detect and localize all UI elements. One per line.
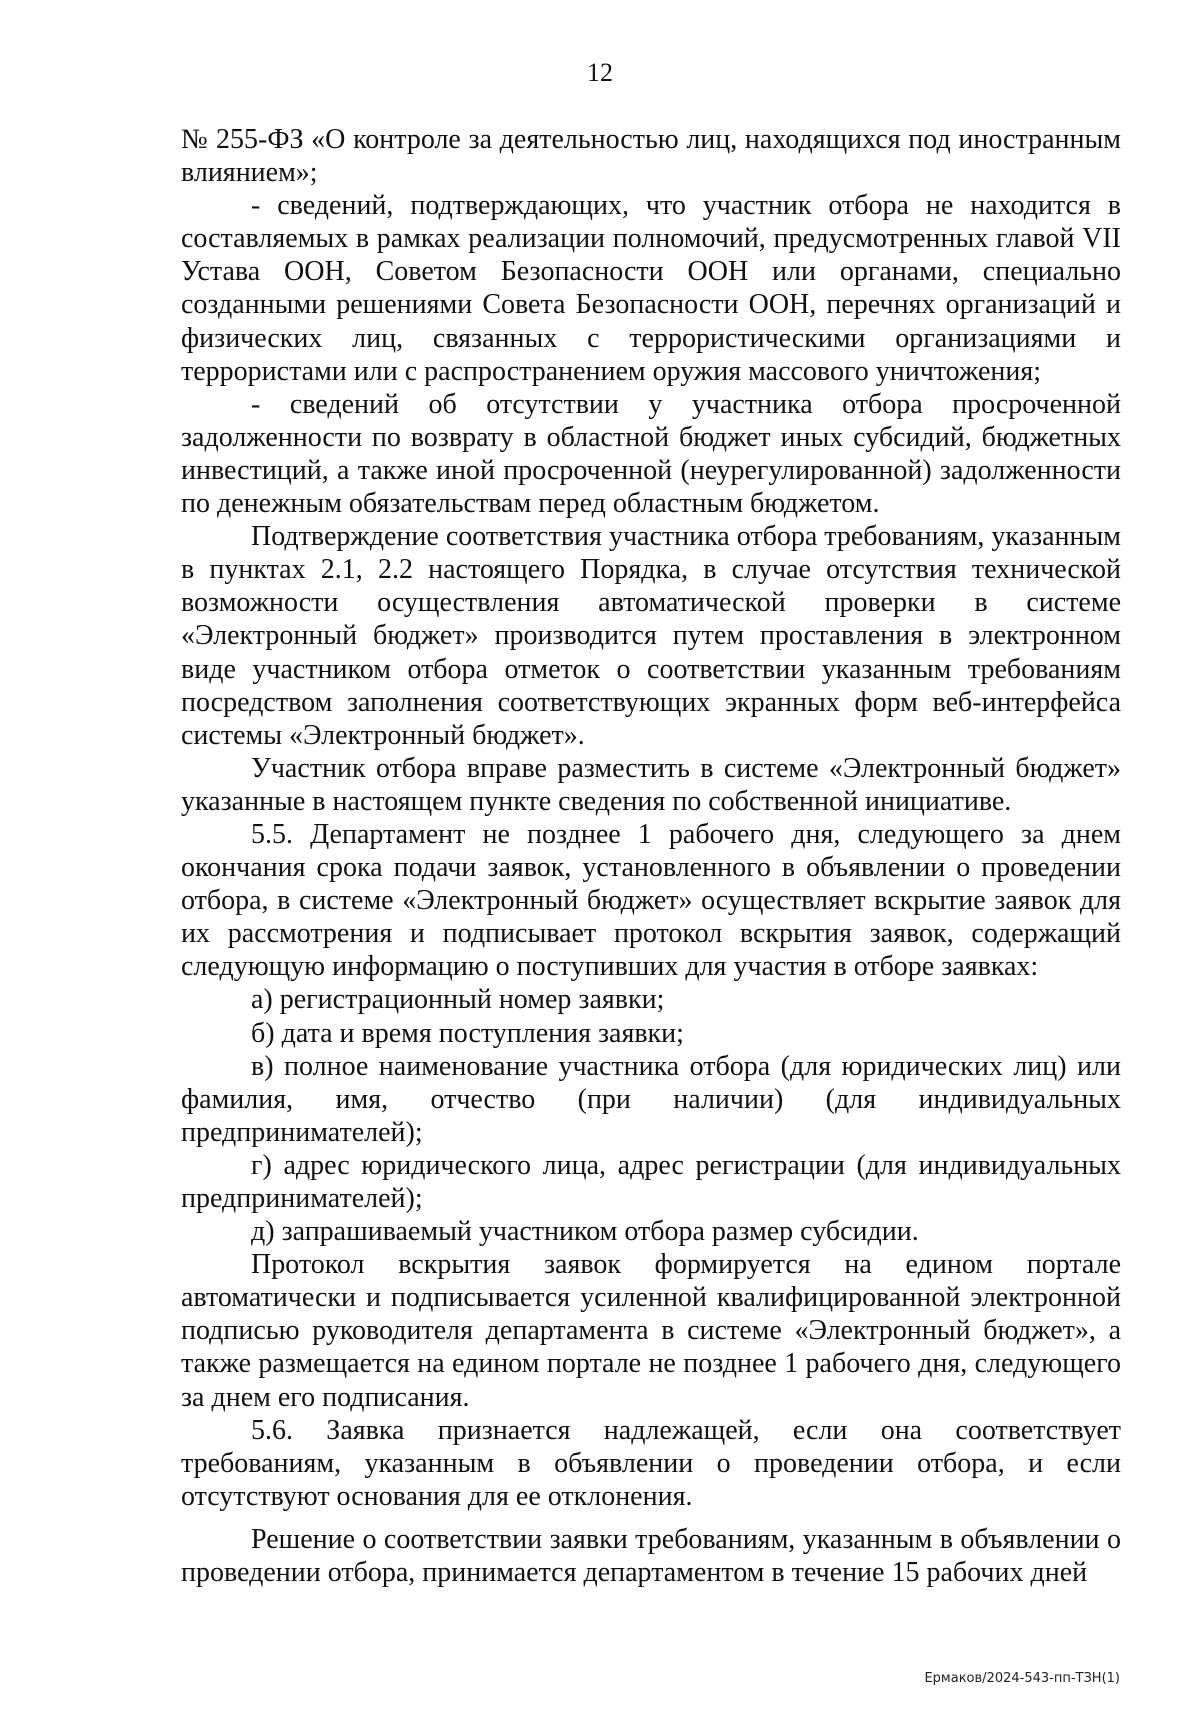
- list-item-v: в) полное наименование участника отбора (для юридических лиц) или фамилия, имя, отчество (при наличии) (для индивидуальных предпринимателей);: [181, 1050, 1121, 1148]
- paragraph-protocol: Протокол вскрытия заявок формируется на едином портале автоматически и подписывается усиленной квалифицированной электронной подписью руководителя департамента в системе «Электронный бюджет», а также размещается на едином портале не позднее 1 рабочего дня, следующего за днем его подписания.: [181, 1249, 1121, 1413]
- list-item-d: д) запрашиваемый участником отбора размер субсидии.: [251, 1216, 919, 1248]
- page-number: 12: [587, 58, 613, 87]
- list-item-g: г) адрес юридического лица, адрес регистрации (для индивидуальных предпринимателей);: [181, 1149, 1121, 1214]
- paragraph-decision: Решение о соответствии заявки требованиям, указанным в объявлении о проведении отбора, принимается департаментом в течение 15 рабочих дней: [181, 1523, 1121, 1589]
- paragraph-confirmation: Подтверждение соответствия участника отбора требованиям, указанным в пунктах 2.1, 2.2 настоящего Порядка, в случае отсутствия технической возможности осуществления автоматической проверки в системе «Электронный бюджет» производится путем проставления в электронном виде участником отбора отметок о соответствии указанным требованиям посредством заполнения соответствующих экранных форм веб-интерфейса системы «Электронный бюджет».: [181, 521, 1121, 751]
- document-body: [181, 123, 1121, 1589]
- paragraph-continuation: № 255-ФЗ «О контроле за деятельностью лиц, находящихся под иностранным влиянием»;: [181, 124, 1121, 189]
- paragraph-5-5: 5.5. Департамент не позднее 1 рабочего дня, следующего за днем окончания срока подачи заявок, установленного в объявлении о проведении отбора, в системе «Электронный бюджет» осуществляет вскрытие заявок для их рассмотрения и подписывает протокол вскрытия заявок, содержащий следующую информацию о поступивших для участия в отборе заявках:: [181, 818, 1121, 983]
- paragraph-un-sanctions: - сведений, подтверждающих, что участник отбора не находится в составляемых в рамках реализации полномочий, предусмотренных главой VII Устава ООН, Советом Безопасности ООН или органами, специально созданными решениями Совета Безопасности ООН, перечнях организаций и физических лиц, связанных с террористическими организациями и террористами или с распространением оружия массового уничтожения;: [181, 190, 1121, 387]
- paragraph-debt-absence: - сведений об отсутствии у участника отбора просроченной задолженности по возврату в областной бюджет иных субсидий, бюджетных инвестиций, а также иной просроченной (неурегулированной) задолженности по денежным обязательствам перед областным бюджетом.: [181, 388, 1121, 520]
- document-footer-id: Ермаков/2024-543-пп-ТЗН(1): [924, 1671, 1120, 1686]
- paragraph-5-6: 5.6. Заявка признается надлежащей, если она соответствует требованиям, указанным в объявлении о проведении отбора, и если отсутствуют основания для ее отклонения.: [181, 1414, 1121, 1512]
- paragraph-own-initiative: Участник отбора вправе разместить в системе «Электронный бюджет» указанные в настоящем пункте сведения по собственной инициативе.: [181, 752, 1121, 817]
- list-item-a: а) регистрационный номер заявки;: [251, 984, 665, 1016]
- list-item-b: б) дата и время поступления заявки;: [251, 1017, 684, 1049]
